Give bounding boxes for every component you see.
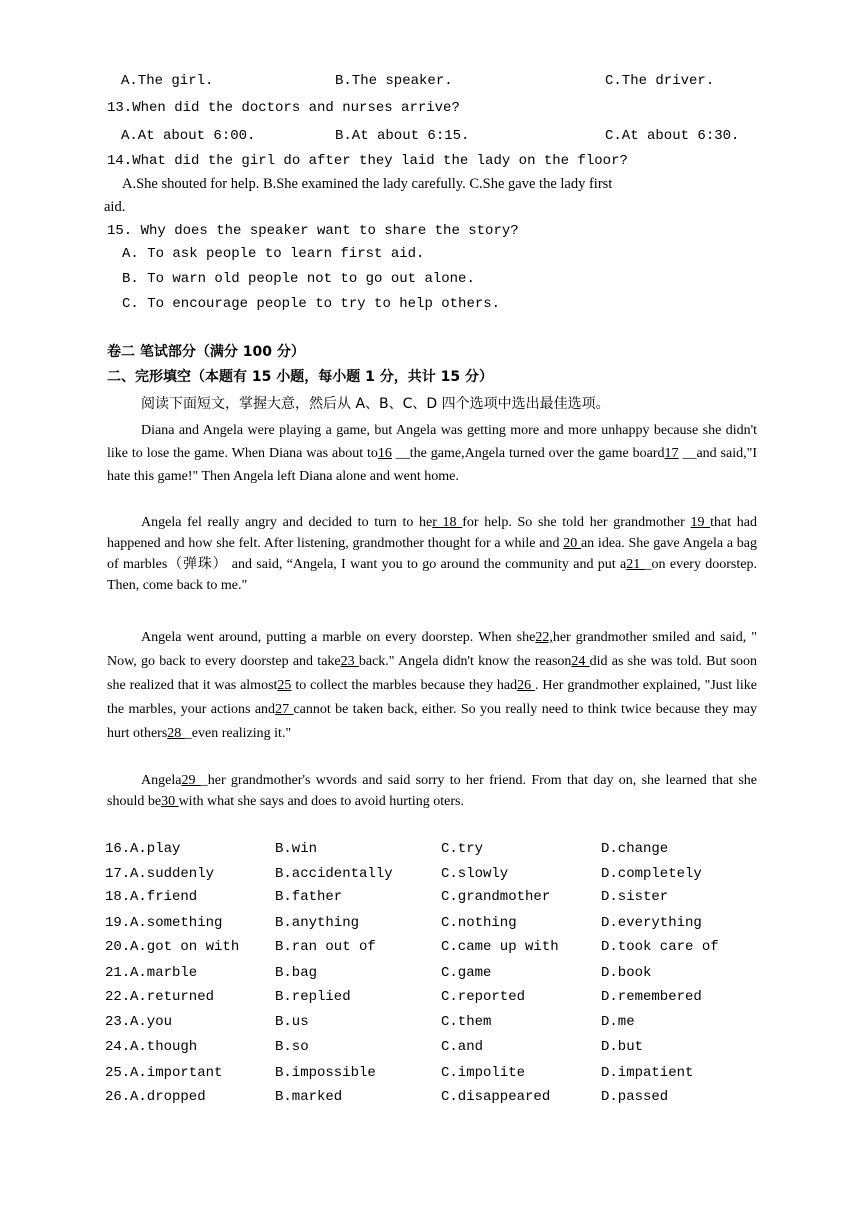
passage-text: _her grandmother's wvords and said sorry to her friend. From that day on, she learned that she should be — [107, 773, 758, 809]
blank-18: r 18 — [432, 515, 463, 530]
choice-option-d: D.book — [601, 965, 652, 981]
choice-option-c: C.came up with — [441, 939, 559, 955]
choice-row — [0, 1014, 860, 1034]
passage-text: to collect the marbles because they had — [291, 678, 518, 693]
passage-text: Angela fel really angry and decided to turn to he — [141, 515, 433, 530]
passage-paragraph-3 — [107, 626, 757, 746]
blank-19: 19 — [690, 515, 711, 530]
choice-number: 22. — [105, 989, 131, 1005]
passage-text: __the game,Angela turned over the game board — [391, 446, 665, 461]
choice-number: 23. — [105, 1014, 131, 1030]
passage-text: back." Angela didn't know the reason — [358, 654, 572, 669]
choice-option-b: B.win — [275, 841, 318, 857]
choice-row — [0, 841, 860, 861]
option-a: A.At about 6:00. — [121, 128, 256, 144]
choice-option-d: D.passed — [601, 1089, 669, 1105]
choice-row — [0, 1039, 860, 1059]
choice-option-a: A.you — [130, 1014, 173, 1030]
passage-text: that had happened and how she felt. After listening, grandmother thought for a while and — [107, 515, 758, 551]
blank-28: 28 — [167, 726, 185, 741]
option-b: B.The speaker. — [335, 73, 453, 89]
choice-option-d: D.me — [601, 1014, 635, 1030]
choice-option-b: B.marked — [275, 1089, 343, 1105]
choice-number: 17. — [105, 866, 131, 882]
question-14-stem: 14.What did the girl do after they laid the lady on the floor? — [107, 153, 628, 169]
passage-text: cannot be taken back, either. So you really need to think twice because they may hurt others — [107, 702, 758, 741]
choice-option-d: D.completely — [601, 866, 702, 882]
choice-row — [0, 939, 860, 959]
choice-row — [0, 989, 860, 1009]
choice-option-a: A.marble — [130, 965, 198, 981]
cloze-instructions: 阅读下面短文，掌握大意，然后从 A、B、C、D 四个选项中选出最佳选项。 — [141, 396, 610, 412]
choice-option-c: C.try — [441, 841, 484, 857]
choice-option-b: B.us — [275, 1014, 309, 1030]
choice-option-c: C.and — [441, 1039, 484, 1055]
cloze-title: 二、完形填空（本题有 15 小题，每小题 1 分，共计 15 分） — [107, 369, 493, 385]
choice-row — [0, 1065, 860, 1085]
passage-text: her grandmother smiled and said, " Now, go back to every doorstep and take — [107, 630, 758, 669]
choice-option-a: A.returned — [130, 989, 215, 1005]
choice-option-b: B.so — [275, 1039, 309, 1055]
blank-23: 23 — [340, 654, 359, 669]
passage-text: _even realizing it." — [184, 726, 292, 741]
choice-number: 19. — [105, 915, 131, 931]
passage-text: with what she says and does to avoid hurting oters. — [178, 794, 464, 809]
question-15-stem: 15. Why does the speaker want to share the story? — [107, 223, 519, 239]
blank-26: 26 — [517, 678, 535, 693]
option-c: C.At about 6:30. — [605, 128, 740, 144]
blank-24: 24 — [571, 654, 590, 669]
passage-text: Angela — [141, 773, 182, 788]
passage-paragraph-1 — [107, 419, 757, 488]
choice-option-b: B.replied — [275, 989, 351, 1005]
blank-30: 30 — [161, 794, 179, 809]
blank-25: 25 — [277, 678, 292, 693]
question-13-stem: 13.When did the doctors and nurses arrive? — [107, 100, 460, 116]
blank-29: 29 — [181, 773, 201, 788]
choice-option-a: A.friend — [130, 889, 198, 905]
passage-text: __and said,"I hate this game!" Then Angela left Diana alone and went home. — [107, 446, 757, 484]
passage-text: Diana and Angela were playing a game, but Angela was getting more and more unhappy because she didn't like to lose the game. When Diana was about to — [107, 423, 757, 461]
choice-option-c: C.disappeared — [441, 1089, 551, 1105]
choice-option-b: B.anything — [275, 915, 360, 931]
choice-option-c: C.grandmother — [441, 889, 551, 905]
choice-option-d: D.sister — [601, 889, 669, 905]
choice-option-d: D.impatient — [601, 1065, 694, 1081]
choice-option-c: C.reported — [441, 989, 526, 1005]
choice-option-a: A.got on with — [130, 939, 240, 955]
part-title: 卷二 笔试部分（满分 100 分） — [107, 344, 305, 360]
choice-number: 25. — [105, 1065, 131, 1081]
choice-option-c: C.game — [441, 965, 492, 981]
choice-option-d: D.but — [601, 1039, 644, 1055]
choice-option-d: D.change — [601, 841, 669, 857]
choice-row — [0, 1089, 860, 1109]
choice-number: 16. — [105, 841, 131, 857]
choice-option-a: A.though — [130, 1039, 198, 1055]
choice-option-c: C.impolite — [441, 1065, 526, 1081]
question-15-option-c: C. To encourage people to try to help others. — [122, 296, 501, 312]
choice-number: 20. — [105, 939, 131, 955]
blank-27: 27 — [275, 702, 294, 717]
choice-option-b: B.bag — [275, 965, 318, 981]
choice-option-b: B.impossible — [275, 1065, 376, 1081]
choice-number: 26. — [105, 1089, 131, 1105]
blank-16: 16 — [377, 446, 392, 461]
question-14-options: A.She shouted for help. B.She examined the lady carefully. C.She gave the lady first — [122, 176, 613, 192]
blank-20: 20 — [563, 536, 581, 551]
choice-option-a: A.dropped — [130, 1089, 206, 1105]
choice-option-d: D.took care of — [601, 939, 719, 955]
choice-number: 24. — [105, 1039, 131, 1055]
choice-option-a: A.something — [130, 915, 223, 931]
choice-number: 21. — [105, 965, 131, 981]
blank-21: 21 — [626, 557, 645, 572]
choice-option-a: A.suddenly — [130, 866, 215, 882]
passage-text: an idea. She gave Angela a bag of marbles（弹珠） and said, “Angela, I want you to go around the community and put a — [107, 536, 758, 572]
choice-option-d: D.remembered — [601, 989, 702, 1005]
passage-text: did as she was told. But soon she realized that it was almost — [107, 654, 758, 693]
choice-option-b: B.ran out of — [275, 939, 376, 955]
question-15-option-a: A. To ask people to learn first aid. — [122, 246, 425, 262]
passage-paragraph-2 — [107, 512, 757, 596]
choice-option-a: A.play — [130, 841, 181, 857]
question-14-wrap: aid. — [104, 199, 126, 215]
choice-row — [0, 866, 860, 886]
question-15-option-b: B. To warn old people not to go out alone. — [122, 271, 475, 287]
passage-paragraph-4 — [107, 770, 757, 812]
passage-text: for help. So she told her grandmother — [462, 515, 691, 530]
choice-option-d: D.everything — [601, 915, 702, 931]
passage-text: _on every doorstep. Then, come back to me." — [107, 557, 757, 593]
choice-option-b: B.accidentally — [275, 866, 393, 882]
option-c: C.The driver. — [605, 73, 715, 89]
choice-row — [0, 965, 860, 985]
choice-row — [0, 915, 860, 935]
passage-text: Angela went around, putting a marble on every doorstep. When she — [141, 630, 536, 645]
blank-22: 22, — [535, 630, 553, 645]
choice-option-c: C.nothing — [441, 915, 517, 931]
choice-option-c: C.them — [441, 1014, 492, 1030]
blank-17: 17 — [664, 446, 679, 461]
choice-option-b: B.father — [275, 889, 343, 905]
option-b: B.At about 6:15. — [335, 128, 470, 144]
choice-number: 18. — [105, 889, 131, 905]
passage-text: . Her grandmother explained, "Just like the marbles, your actions and — [107, 678, 758, 717]
choice-option-a: A.important — [130, 1065, 223, 1081]
choice-row — [0, 889, 860, 909]
option-a: A.The girl. — [121, 73, 214, 89]
choice-option-c: C.slowly — [441, 866, 509, 882]
